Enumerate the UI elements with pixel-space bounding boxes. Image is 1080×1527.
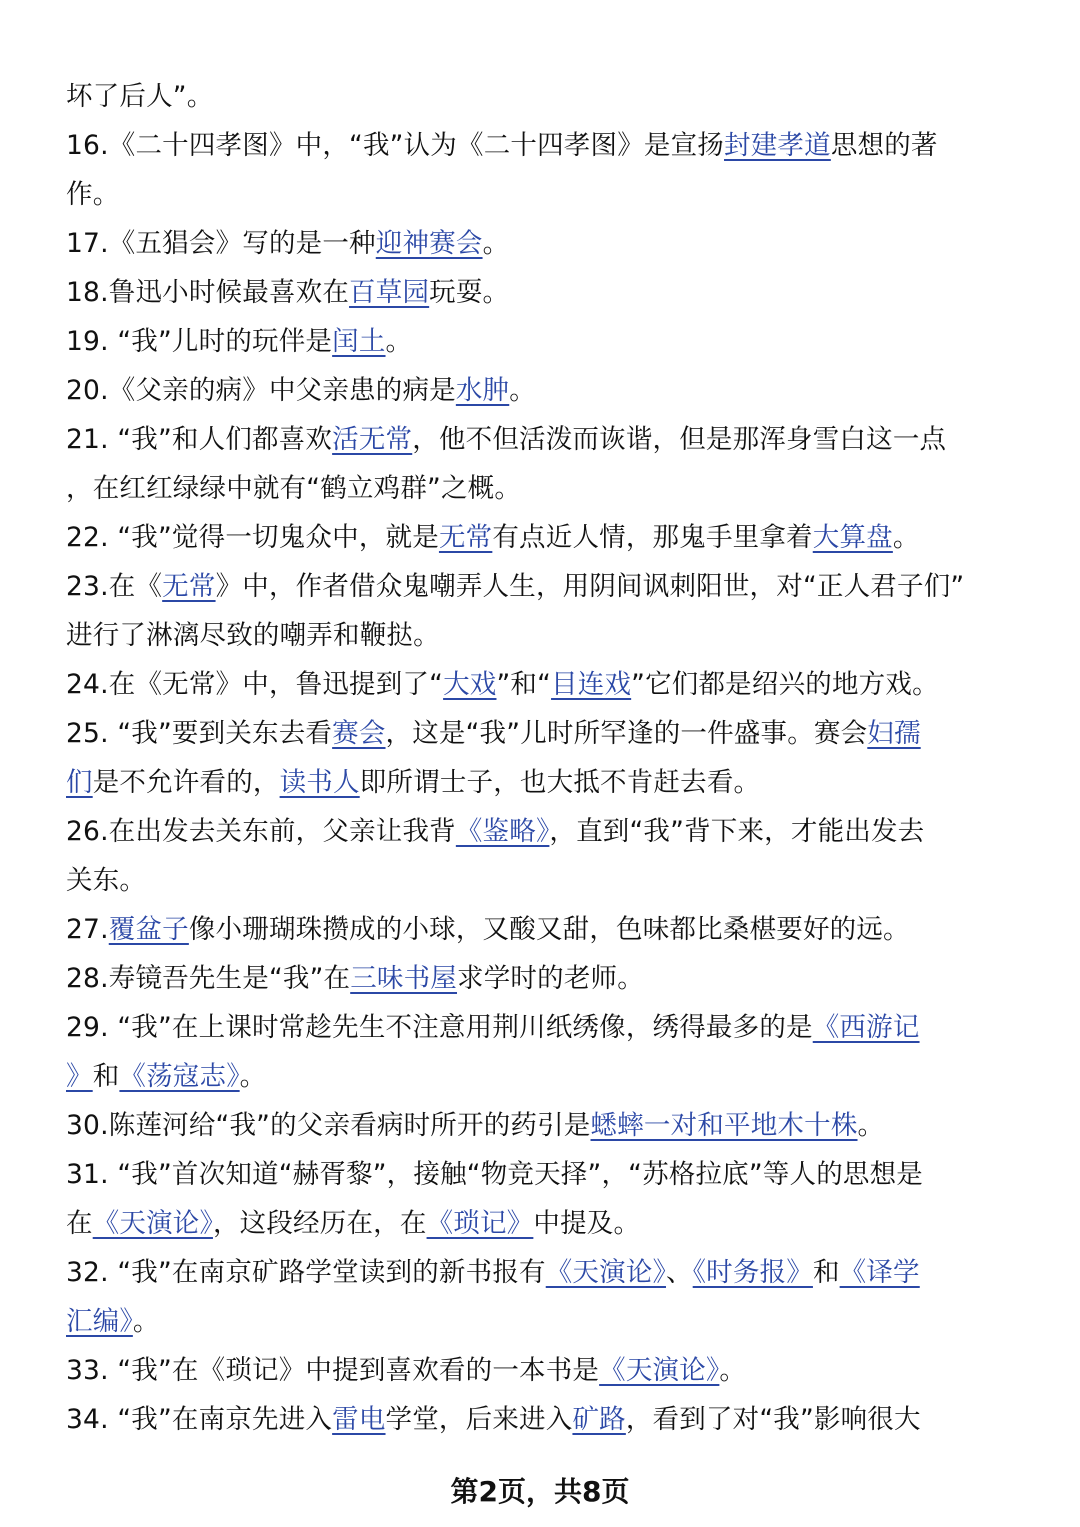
answer-text: 大算盘 <box>812 522 893 553</box>
answer-text: 目连戏 <box>551 669 632 700</box>
line-text: 28.寿镜吾先生是“我”在 <box>66 963 351 994</box>
text-line <box>66 1395 1016 1444</box>
line-text: ”它们都是绍兴的地方戏。 <box>631 669 939 700</box>
text-line <box>66 709 1016 758</box>
line-text: 像小珊瑚珠攒成的小球，又酸又甜，色味都比桑椹要好的远。 <box>188 914 910 945</box>
answer-text: 赛会 <box>332 718 386 749</box>
line-text: 关东。 <box>66 865 147 896</box>
line-text: 31. “我”首次知道“赫胥黎”，接触“物竞天择”，“苏格拉底”等人的思想是 <box>66 1159 923 1190</box>
text-line <box>66 1346 1016 1395</box>
text-line <box>66 268 1016 317</box>
text-line <box>66 660 1016 709</box>
text-line <box>66 1101 1016 1150</box>
line-text: 》中，作者借众鬼嘲弄人生，用阴间讽刺阳世，对“正人君子们” <box>215 571 965 602</box>
line-text: 、 <box>665 1257 693 1288</box>
line-text: 。 <box>385 326 413 357</box>
answer-text: 妇孺 <box>867 718 921 749</box>
text-line <box>66 121 1016 170</box>
text-line <box>66 1150 1016 1199</box>
line-text: 中提及。 <box>533 1208 641 1239</box>
text-line <box>66 856 1016 905</box>
answer-text: 无常 <box>438 522 493 553</box>
line-text: 有点近人情，那鬼手里拿着 <box>492 522 813 553</box>
line-text: 23.在《 <box>66 571 163 602</box>
line-text: 21. “我”和人们都喜欢 <box>66 424 333 455</box>
answer-text: 《天演论》 <box>545 1257 666 1288</box>
line-text: 作。 <box>66 179 120 210</box>
text-line <box>66 317 1016 366</box>
text-line <box>66 219 1016 268</box>
answer-text: 迎神赛会 <box>375 228 483 259</box>
page-footer: 第2页，共8页 <box>450 1475 630 1508</box>
line-text: 玩耍。 <box>429 277 510 308</box>
line-text: 24.在《无常》中，鲁迅提到了“ <box>66 669 444 700</box>
answer-text: 闰土 <box>332 326 386 357</box>
answer-text: 汇编》 <box>66 1306 133 1337</box>
answer-text: 封建孝道 <box>724 130 831 161</box>
answer-text: 活无常 <box>332 424 413 455</box>
answer-text: 《西游记 <box>812 1012 920 1043</box>
text-line <box>66 905 1016 954</box>
answer-text: 三味书屋 <box>350 963 458 994</box>
answer-text: 们 <box>66 767 93 798</box>
answer-text: 蟋蟀一对和平地木十株 <box>590 1110 858 1141</box>
answer-text: 》 <box>66 1061 93 1092</box>
text-line <box>66 1052 1016 1101</box>
line-text: ，这是“我”儿时所罕逢的一件盛事。赛会 <box>385 718 868 749</box>
line-text: 32. “我”在南京矿路学堂读到的新书报有 <box>66 1257 546 1288</box>
answer-text: 水肿 <box>455 375 510 406</box>
answer-text: 《琐记》 <box>426 1208 534 1239</box>
text-line <box>66 415 1016 464</box>
line-text: 是不允许看的， <box>92 767 280 798</box>
line-text: 。 <box>857 1110 885 1141</box>
line-text: 。 <box>509 375 536 406</box>
line-text: 。 <box>132 1306 160 1337</box>
line-text: 。 <box>239 1061 267 1092</box>
line-text: ，他不但活泼而诙谐，但是那浑身雪白这一点 <box>412 424 947 455</box>
text-line <box>66 513 1016 562</box>
text-line <box>66 170 1016 219</box>
line-text: 16.《二十四孝图》中，“我”认为《二十四孝图》是宣扬 <box>66 130 725 161</box>
answer-text: 《荡寇志》 <box>119 1061 240 1092</box>
line-text: 。 <box>719 1355 747 1386</box>
text-line <box>66 807 1016 856</box>
line-text: 29. “我”在上课时常趁先生不注意用荆川纸绣像，绣得最多的是 <box>66 1012 813 1043</box>
text-line <box>66 954 1016 1003</box>
answer-text: 《译学 <box>839 1257 920 1288</box>
line-text: ”和“ <box>496 669 552 700</box>
line-text: 19. “我”儿时的玩伴是 <box>66 326 333 357</box>
text-line <box>66 72 1016 121</box>
line-text: 。 <box>892 522 920 553</box>
answer-text: 矿路 <box>572 1404 626 1435</box>
line-text: 18.鲁迅小时候最喜欢在 <box>66 277 350 308</box>
line-text: 在 <box>66 1208 93 1239</box>
line-text: 和 <box>92 1061 120 1092</box>
text-line <box>66 611 1016 660</box>
answer-text: 《鉴略》 <box>455 816 550 847</box>
text-line <box>66 1003 1016 1052</box>
line-text: ，这段经历在，在 <box>212 1208 427 1239</box>
line-text: ，在红红绿绿中就有“鹤立鸡群”之概。 <box>66 473 522 504</box>
line-text: 进行了淋漓尽致的嘲弄和鞭挞。 <box>66 620 440 651</box>
text-line <box>66 464 1016 513</box>
line-text: 学堂，后来进入 <box>385 1404 573 1435</box>
line-text: 34. “我”在南京先进入 <box>66 1404 333 1435</box>
line-text: 17.《五猖会》写的是一种 <box>66 228 376 259</box>
answer-text: 大戏 <box>443 669 497 700</box>
line-text: 。 <box>482 228 510 259</box>
line-text: 即所谓士子，也大抵不肯赶去看。 <box>359 767 761 798</box>
line-text: 27. <box>66 914 109 945</box>
line-text: ，直到“我”背下来，才能出发去 <box>549 816 925 847</box>
line-text: 25. “我”要到关东去看 <box>66 718 333 749</box>
document-body <box>66 72 1016 1444</box>
answer-text: 百草园 <box>349 277 430 308</box>
line-text: 26.在出发去关东前，父亲让我背 <box>66 816 456 847</box>
answer-text: 无常 <box>162 571 216 602</box>
answer-text: 《天演论》 <box>599 1355 720 1386</box>
text-line <box>66 366 1016 415</box>
line-text: 33. “我”在《琐记》中提到喜欢看的一本书是 <box>66 1355 600 1386</box>
answer-text: 《时务报》 <box>692 1257 813 1288</box>
answer-text: 《天演论》 <box>92 1208 213 1239</box>
line-text: 20.《父亲的病》中父亲患的病是 <box>66 375 456 406</box>
line-text: 和 <box>812 1257 840 1288</box>
line-text: ，看到了对“我”影响很大 <box>625 1404 921 1435</box>
line-text: 22. “我”觉得一切鬼众中，就是 <box>66 522 439 553</box>
line-text: 30.陈莲河给“我”的父亲看病时所开的药引是 <box>66 1110 591 1141</box>
text-line <box>66 1297 1016 1346</box>
line-text: 思想的著 <box>830 130 938 161</box>
answer-text: 读书人 <box>279 767 360 798</box>
text-line <box>66 562 1016 611</box>
line-text: 求学时的老师。 <box>457 963 644 994</box>
text-line <box>66 1248 1016 1297</box>
answer-text: 覆盆子 <box>108 914 189 945</box>
answer-text: 雷电 <box>332 1404 386 1435</box>
line-text: 坏了后人”。 <box>66 81 214 112</box>
text-line <box>66 1199 1016 1248</box>
text-line <box>66 758 1016 807</box>
